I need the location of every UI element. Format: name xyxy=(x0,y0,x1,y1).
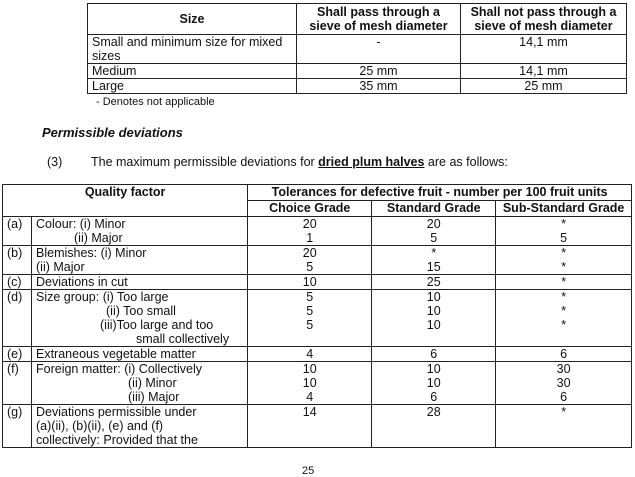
choice-cell xyxy=(248,246,372,275)
value: * xyxy=(431,246,437,260)
value: 15 xyxy=(426,260,441,274)
standard-cell xyxy=(372,362,496,405)
table-row xyxy=(88,79,627,94)
table-row xyxy=(3,347,632,362)
value: 10 xyxy=(426,376,441,390)
row-label: (a) xyxy=(3,217,32,246)
value: 20 xyxy=(302,217,317,231)
table-row xyxy=(3,275,632,290)
choice-cell: 14 xyxy=(248,405,372,448)
page-number: 25 xyxy=(302,465,315,477)
table-row xyxy=(88,35,627,64)
table-row xyxy=(3,405,632,448)
factor-line: (ii) Too small xyxy=(106,304,176,318)
value: 10 xyxy=(302,362,317,376)
quality-factor-cell: Extraneous vegetable matter xyxy=(32,347,248,362)
table-row xyxy=(3,362,632,405)
row-label: (e) xyxy=(3,347,32,362)
value: * xyxy=(561,304,567,318)
sub-standard-cell xyxy=(496,246,632,275)
sub-standard-cell: * xyxy=(496,405,632,448)
quality-factor-cell: Deviations in cut xyxy=(32,275,248,290)
choice-grade-header: Choice Grade xyxy=(248,201,372,217)
table-note: - Denotes not applicable xyxy=(96,96,215,108)
value: 1 xyxy=(306,231,314,245)
standard-cell xyxy=(372,290,496,347)
value: 10 xyxy=(426,304,441,318)
standard-cell: 6 xyxy=(372,347,496,362)
pass-cell: - xyxy=(297,35,461,64)
quality-factor-cell xyxy=(32,217,248,246)
factor-line: (ii) Minor xyxy=(128,376,177,390)
value: 10 xyxy=(302,376,317,390)
size-header: Size xyxy=(88,4,297,35)
size-cell: Small and minimum size for mixed sizes xyxy=(88,35,297,64)
quality-factor-cell xyxy=(32,290,248,347)
value: * xyxy=(561,290,567,304)
sub-standard-cell: 6 xyxy=(496,347,632,362)
quality-factor-header: Quality factor xyxy=(3,185,248,217)
table-row xyxy=(3,246,632,275)
value: * xyxy=(561,246,567,260)
quality-factor-cell xyxy=(32,362,248,405)
factor-line: Foreign matter: (i) Collectively xyxy=(36,362,203,376)
section-heading: Permissible deviations xyxy=(42,125,183,140)
paragraph-number: (3) xyxy=(47,155,63,169)
paragraph-text-after: are as follows: xyxy=(424,155,508,169)
tolerances-header: Tolerances for defective fruit - number per 100 fruit units xyxy=(248,185,632,201)
value: 20 xyxy=(426,217,441,231)
pass-header: Shall pass through a sieve of mesh diameter xyxy=(297,4,461,35)
factor-line: collectively: Provided that the xyxy=(36,433,198,447)
factor-line: small collectively xyxy=(136,332,230,346)
value: 30 xyxy=(556,362,571,376)
value: 6 xyxy=(430,390,438,404)
factor-line: (ii) Major xyxy=(36,260,85,274)
table-row xyxy=(88,64,627,79)
not-pass-cell: 14,1 mm xyxy=(461,35,627,64)
sub-standard-cell: * xyxy=(496,275,632,290)
standard-grade-header: Standard Grade xyxy=(372,201,496,217)
factor-line: Colour: (i) Minor xyxy=(36,217,126,231)
table-row xyxy=(3,217,632,246)
value: 5 xyxy=(306,318,314,332)
standard-cell xyxy=(372,246,496,275)
value: 5 xyxy=(430,231,438,245)
value: 5 xyxy=(306,290,314,304)
size-cell: Large xyxy=(88,79,297,94)
standard-cell xyxy=(372,217,496,246)
row-label: (c) xyxy=(3,275,32,290)
not-pass-header: Shall not pass through a sieve of mesh diameter xyxy=(461,4,627,35)
row-label: (b) xyxy=(3,246,32,275)
pass-cell: 25 mm xyxy=(297,64,461,79)
quality-factor-cell xyxy=(32,405,248,448)
choice-cell xyxy=(248,217,372,246)
factor-line: Deviations permissible under xyxy=(36,405,197,419)
value: 4 xyxy=(306,390,314,404)
table-row xyxy=(3,290,632,347)
sub-standard-cell xyxy=(496,217,632,246)
standard-cell: 28 xyxy=(372,405,496,448)
value: 10 xyxy=(426,362,441,376)
factor-line: (iii)Too large and too xyxy=(100,318,214,332)
value: 5 xyxy=(560,231,568,245)
value: * xyxy=(561,217,567,231)
value: 20 xyxy=(302,246,317,260)
quality-factor-cell xyxy=(32,246,248,275)
choice-cell xyxy=(248,362,372,405)
value: 6 xyxy=(560,390,568,404)
value: 30 xyxy=(556,376,571,390)
paragraph-bold-text: dried plum halves xyxy=(318,155,425,169)
sub-standard-cell xyxy=(496,290,632,347)
paragraph-text-before: The maximum permissible deviations for xyxy=(91,155,319,169)
factor-line: (a)(ii), (b)(ii), (e) and (f) xyxy=(36,419,164,433)
factor-line: (ii) Major xyxy=(74,231,123,245)
sub-standard-grade-header: Sub-Standard Grade xyxy=(496,201,632,217)
row-label: (f) xyxy=(3,362,32,405)
not-pass-cell: 25 mm xyxy=(461,79,627,94)
tolerance-table xyxy=(2,184,632,448)
factor-line: Blemishes: (i) Minor xyxy=(36,246,147,260)
row-label: (g) xyxy=(3,405,32,448)
standard-cell: 25 xyxy=(372,275,496,290)
choice-cell: 4 xyxy=(248,347,372,362)
size-cell: Medium xyxy=(88,64,297,79)
choice-cell: 10 xyxy=(248,275,372,290)
value: 10 xyxy=(426,318,441,332)
sub-standard-cell xyxy=(496,362,632,405)
value: * xyxy=(561,318,567,332)
row-label: (d) xyxy=(3,290,32,347)
factor-line: Size group: (i) Too large xyxy=(36,290,169,304)
pass-cell: 35 mm xyxy=(297,79,461,94)
value: 5 xyxy=(306,304,314,318)
choice-cell xyxy=(248,290,372,347)
value: 10 xyxy=(426,290,441,304)
size-table xyxy=(87,3,627,94)
value: 5 xyxy=(306,260,314,274)
paragraph-text xyxy=(91,155,508,169)
value: * xyxy=(561,260,567,274)
not-pass-cell: 14,1 mm xyxy=(461,64,627,79)
factor-line: (iii) Major xyxy=(128,390,180,404)
